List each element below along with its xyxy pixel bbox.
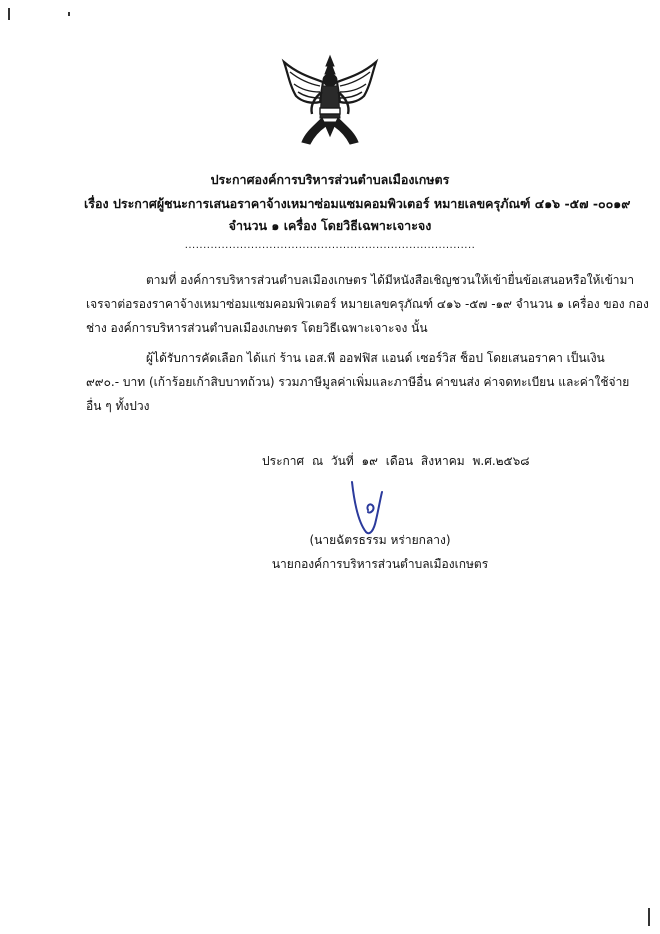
paragraph-line: เจรจาต่อรองราคาจ้างเหมาซ่อมแซมคอมพิวเตอร์ หมายเลขครุภัณฑ์ ๔๑๖ -๕๗ -๑๙ จำนวน ๑ เครื่อง ของ กอง: [86, 297, 649, 311]
document-subject: เรื่อง ประกาศผู้ชนะการเสนอราคาจ้างเหมาซ่อมแซมคอมพิวเตอร์ หมายเลขครุภัณฑ์ ๔๑๖ -๕๗ -๐๐๑๙: [84, 196, 631, 211]
paragraph-line: ตามที่ องค์การบริหารส่วนตำบลเมืองเกษตร ได้มีหนังสือเชิญชวนให้เข้ายื่นข้อเสนอหรือให้เข้ามา: [146, 273, 635, 287]
signer-name: (นายฉัตรธรรม หร่ายกลาง): [309, 533, 451, 547]
paragraph-invitation: [86, 268, 649, 340]
signer-position: นายกองค์การบริหารส่วนตำบลเมืองเกษตร: [271, 557, 489, 571]
paragraph-line: ผู้ได้รับการคัดเลือก ได้แก่ ร้าน เอส.พี ออฟฟิส แอนด์ เซอร์วิส ช็อป โดยเสนอราคา เป็นเงิน: [146, 351, 605, 365]
scan-mark: [648, 908, 650, 926]
document-subject-continued: จำนวน ๑ เครื่อง โดยวิธีเฉพาะเจาะจง: [228, 218, 432, 233]
document-title: ประกาศองค์การบริหารส่วนตำบลเมืองเกษตร: [210, 172, 450, 187]
scan-mark: [8, 8, 10, 20]
paragraph-winner: [86, 346, 630, 418]
signer-block: [270, 528, 490, 576]
paragraph-line: อื่น ๆ ทั้งปวง: [86, 399, 150, 413]
scan-mark: [68, 12, 70, 16]
separator-line: ...............................................................................: [184, 240, 476, 251]
paragraph-line: ๙๙๐.- บาท (เก้าร้อยเก้าสิบบาทถ้วน) รวมภาษีมูลค่าเพิ่มและภาษีอื่น ค่าขนส่ง ค่าจดทะเบียน และค่าใช้จ่าย: [86, 375, 630, 389]
announcement-date: ประกาศ ณ วันที่ ๑๙ เดือน สิงหาคม พ.ศ.๒๕๖๘: [262, 454, 530, 468]
garuda-emblem-icon: [276, 52, 384, 150]
paragraph-line: ช่าง องค์การบริหารส่วนตำบลเมืองเกษตร โดยวิธีเฉพาะเจาะจง นั้น: [86, 321, 428, 335]
